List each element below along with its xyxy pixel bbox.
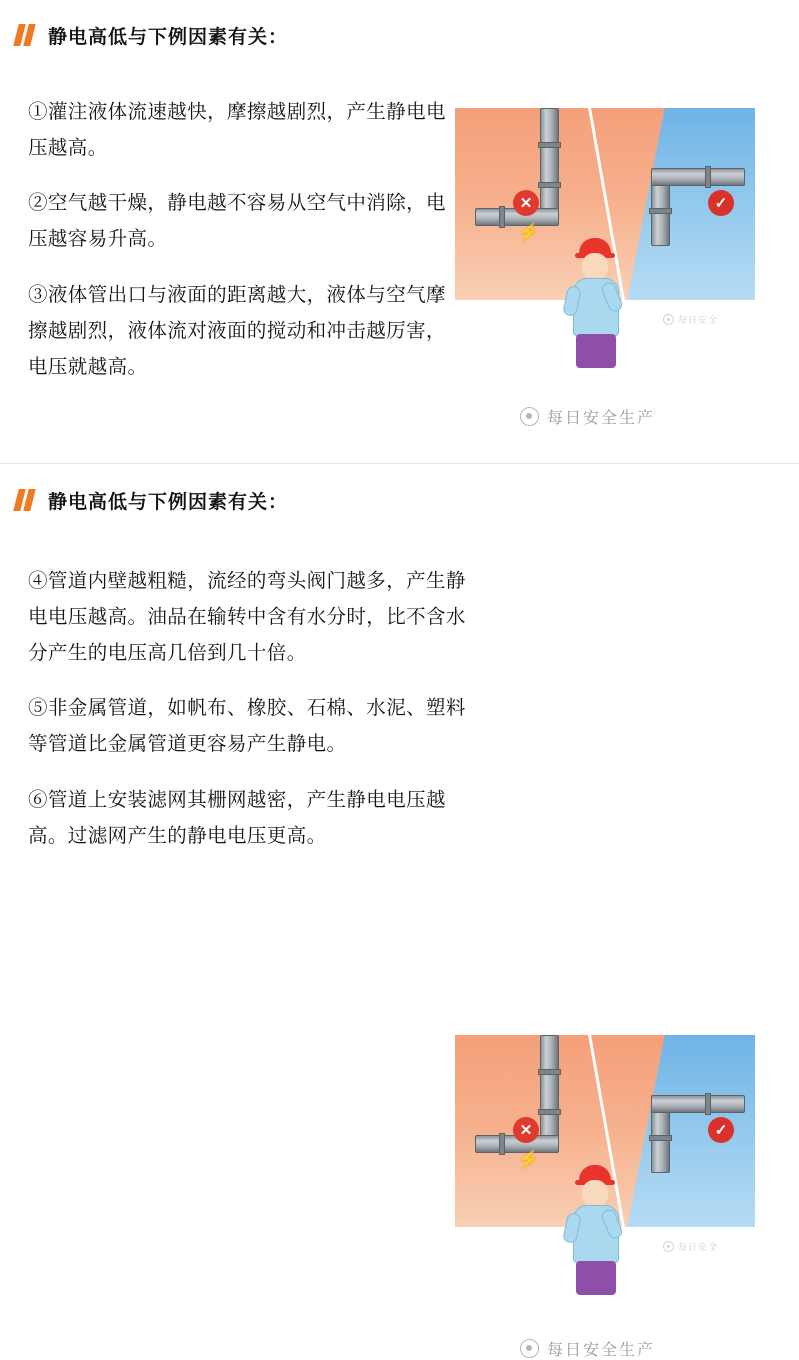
illustration-pipeline-filling-1	[455, 108, 755, 368]
pipe-band	[649, 1135, 672, 1141]
account-name: 每日安全生产	[547, 410, 656, 427]
section-static-electricity-part-2	[0, 465, 799, 1359]
pipe-vertical-left	[540, 1035, 559, 1143]
section-heading	[0, 465, 799, 517]
body-text-block	[0, 517, 470, 854]
pipe-vertical-left	[540, 108, 559, 216]
heading-text: 静电高低与下例因素有关：	[48, 26, 289, 48]
account-avatar-icon	[520, 1339, 539, 1358]
bad-practice-marker: ✕	[513, 190, 539, 216]
watermark-text: 每日安全	[678, 315, 719, 325]
paragraph: ⑥管道上安装滤网其栅网越密，产生静电电压越高。过滤网产生的静电电压更高。	[28, 788, 446, 847]
pipe-band	[499, 1133, 505, 1155]
bad-practice-marker: ✕	[513, 1117, 539, 1143]
worker-face	[582, 1180, 608, 1208]
watermark-dot-icon	[663, 1241, 674, 1252]
pipe-band	[538, 1069, 561, 1075]
pipe-band	[705, 1093, 711, 1115]
watermark-text: 每日安全	[678, 1242, 719, 1252]
account-credit	[520, 405, 655, 428]
pipe-band	[499, 206, 505, 228]
account-name: 每日安全生产	[547, 1342, 656, 1359]
paragraph: ②空气越干燥，静电越不容易从空气中消除，电压越容易升高。	[28, 192, 446, 251]
section-heading	[0, 0, 799, 52]
pipe-band	[649, 208, 672, 214]
image-watermark	[663, 1240, 718, 1253]
section-static-electricity-part-1	[0, 0, 799, 465]
paragraph: ④管道内壁越粗糙，流经的弯头阀门越多，产生静电电压越高。油品在输转中含有水分时，比不含水分产生的电压高几倍到几十倍。	[28, 569, 466, 664]
worker-face	[582, 253, 608, 281]
pipe-band	[705, 166, 711, 188]
spark-icon: ⚡	[518, 1150, 540, 1169]
paragraph: ①灌注液体流速越快，摩擦越剧烈，产生静电电压越高。	[28, 100, 446, 159]
watermark-dot-icon	[663, 314, 674, 325]
worker-figure	[565, 238, 635, 358]
heading-accent-bars-icon	[16, 489, 36, 511]
account-credit	[520, 1337, 655, 1360]
worker-legs	[576, 334, 616, 368]
good-practice-marker: ✓	[708, 1117, 734, 1143]
paragraph: ③液体管出口与液面的距离越大，液体与空气摩擦越剧烈，液体流对液面的搅动和冲击越厉害，电压就越高。	[28, 283, 446, 378]
spark-icon: ⚡	[518, 223, 540, 242]
body-text-block	[0, 52, 450, 385]
account-avatar-icon	[520, 407, 539, 426]
worker-legs	[576, 1261, 616, 1295]
heading-accent-bars-icon	[16, 24, 36, 46]
pipe-band	[538, 1109, 561, 1115]
illustration-pipeline-filling-2	[455, 1035, 755, 1295]
pipe-horizontal-right	[651, 168, 745, 186]
pipe-band	[538, 182, 561, 188]
pipe-horizontal-right	[651, 1095, 745, 1113]
image-watermark	[663, 313, 718, 326]
worker-figure	[565, 1165, 635, 1285]
good-practice-marker: ✓	[708, 190, 734, 216]
pipe-band	[538, 142, 561, 148]
heading-text: 静电高低与下例因素有关：	[48, 491, 289, 513]
section-divider	[0, 463, 799, 464]
paragraph: ⑤非金属管道，如帆布、橡胶、石棉、水泥、塑料等管道比金属管道更容易产生静电。	[28, 697, 466, 756]
